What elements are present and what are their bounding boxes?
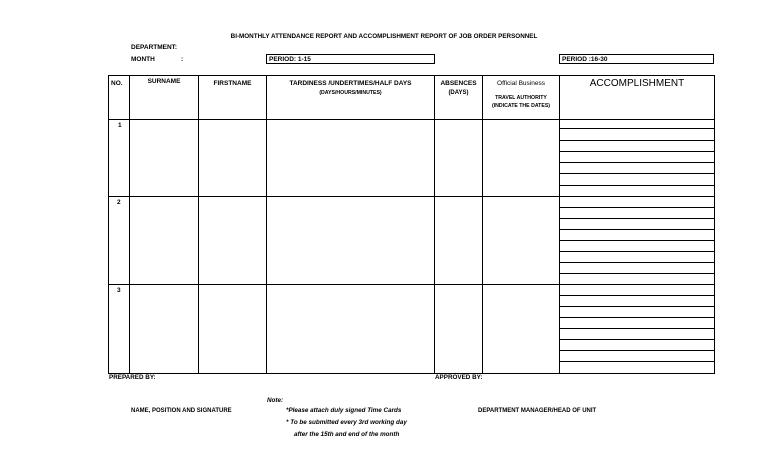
header-absences: ABSENCES (DAYS) [435,76,483,120]
header-row [109,76,715,120]
period-1-field[interactable] [266,54,435,64]
name-position-signature: NAME, POSITION AND SIGNATURE [131,408,232,414]
note-label: Note: [267,397,284,404]
accomplishment-lines [560,285,714,362]
accomplishment-lines [560,197,714,274]
report-title: BI-MONTHLY ATTENDANCE REPORT AND ACCOMPLISHMENT REPORT OF JOB ORDER PERSONNEL [230,33,538,40]
header-travel-sub: (INDICATE THE DATES) [491,103,551,109]
period-2-field[interactable] [559,54,714,64]
prepared-by-label: PREPARED BY: [109,374,156,381]
firstname-cell[interactable] [199,197,267,285]
approved-by-label: APPROVED BY: [435,374,483,381]
firstname-cell[interactable] [199,285,267,374]
department-label: DEPARTMENT: [131,44,178,51]
header-firstname: FIRSTNAME [199,76,267,120]
header-travel-authority: TRAVEL AUTHORITY [495,95,547,101]
month-label: MONTH [131,56,155,63]
official-business-cell[interactable] [483,285,560,374]
table-row [109,120,715,197]
table-row [109,197,715,285]
accomplishment-lines [560,120,714,186]
header-official-business: Official Business TRAVEL AUTHORITY (INDICATE THE DATES) [483,76,560,120]
absences-cell[interactable] [435,285,483,374]
note-line-2: * To be submitted every 3rd working day [286,419,407,426]
tardiness-cell[interactable] [267,285,435,374]
table-row [109,285,715,374]
tardiness-cell[interactable] [267,120,435,197]
accomplishment-cell[interactable] [560,197,715,285]
surname-cell[interactable] [130,120,199,197]
note-line-1: *Please attach duly signed Time Cards [286,407,402,414]
row-number: 1 [118,122,122,129]
header-tardiness: TARDINESS /UNDERTIMES/HALF DAYS (DAYS/HOURS/MINUTES) [267,76,435,120]
header-accomplishment: ACCOMPLISHMENT [560,76,715,120]
header-no: NO. [109,76,130,120]
absences-cell[interactable] [435,120,483,197]
header-absences-sub: (DAYS) [448,90,469,96]
accomplishment-cell[interactable] [560,285,715,374]
official-business-cell[interactable] [483,197,560,285]
row-number: 3 [117,287,121,294]
absences-cell[interactable] [435,197,483,285]
attendance-table [108,75,715,374]
period-2-label: PERIOD :16-30 [562,56,608,63]
period-1-label: PERIOD: 1-15 [269,56,311,63]
header-tardiness-sub: (DAYS/HOURS/MINUTES) [319,90,382,96]
month-colon: : [181,56,184,63]
row-number: 2 [117,199,121,206]
firstname-cell[interactable] [199,120,267,197]
tardiness-cell[interactable] [267,197,435,285]
header-surname: SURNAME [130,76,199,120]
accomplishment-cell[interactable] [560,120,715,197]
surname-cell[interactable] [130,197,199,285]
surname-cell[interactable] [130,285,199,374]
note-line-3: after the 15th and end of the month [294,431,400,438]
department-manager-label: DEPARTMENT MANAGER/HEAD OF UNIT [478,408,597,414]
official-business-cell[interactable] [483,120,560,197]
